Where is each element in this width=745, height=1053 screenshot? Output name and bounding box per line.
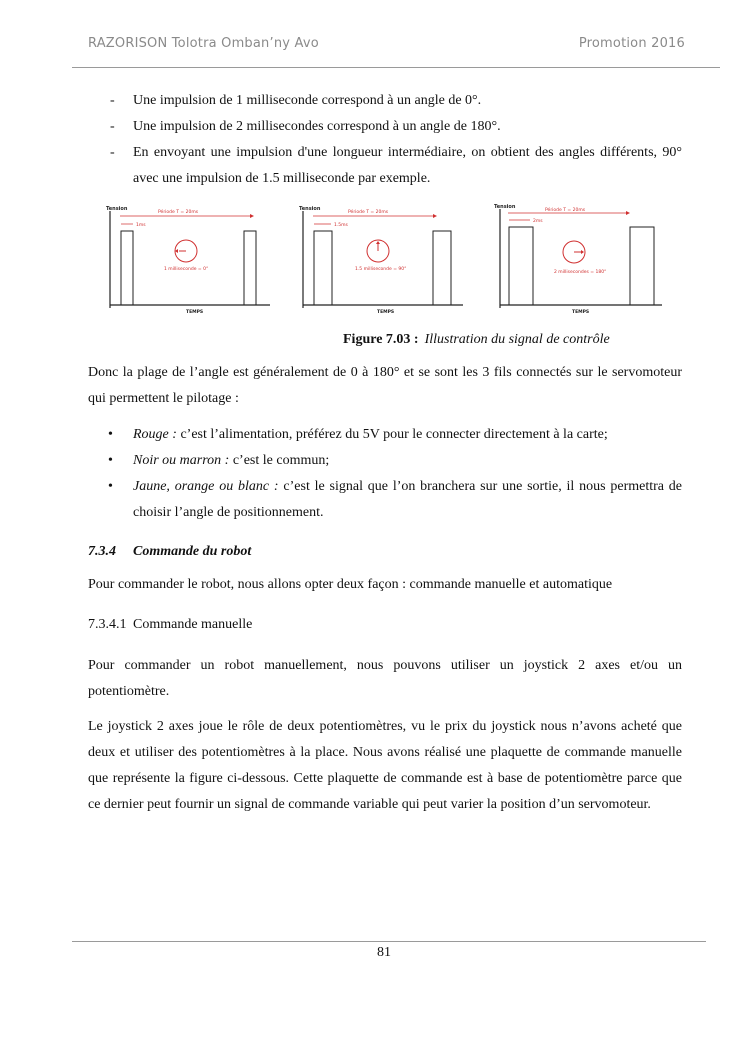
tension-label: Tension (299, 206, 321, 212)
wire-list (88, 422, 682, 526)
paragraph-joystick (88, 714, 682, 818)
pulse-2 (630, 227, 654, 305)
period-arrowhead (250, 214, 254, 218)
header-rule (72, 67, 720, 68)
wire-description: c’est le signal que l’on branchera sur une sortie, il nous permettra de choisir l’angle de positionnement. (133, 479, 683, 520)
pulse-1 (509, 227, 533, 305)
list-marker: - (110, 145, 115, 160)
list-item (88, 114, 682, 140)
paragraph-manual-command (88, 653, 682, 705)
figure-caption-text: Illustration du signal de contrôle (424, 332, 610, 347)
figure-caption-label: Figure 7.03 : (343, 332, 419, 347)
pulse-2 (433, 231, 451, 305)
bullet-marker: • (108, 427, 113, 442)
angle-label: 1 milliseconde = 0° (164, 267, 209, 272)
list-marker: - (110, 119, 115, 134)
list-item-text: Une impulsion de 1 milliseconde correspond à un angle de 0°. (133, 93, 482, 108)
list-item (88, 422, 682, 448)
list-item (88, 88, 682, 114)
period-label: Période T = 20ms (158, 210, 199, 215)
wire-name: Rouge : (133, 427, 177, 442)
header-author: RAZORISON Tolotra Omban’ny Avo (88, 36, 319, 51)
subsection-heading (88, 612, 252, 638)
tension-label: Tension (106, 206, 128, 212)
pulse-label: 2ms (533, 219, 543, 224)
page-number: 81 (377, 945, 391, 960)
period-arrowhead (433, 214, 437, 218)
list-item (88, 140, 682, 192)
footer-rule (72, 941, 706, 942)
time-label: TEMPS (186, 310, 204, 315)
subsection-number: 7.3.4.1 (88, 617, 127, 632)
tension-label: Tension (494, 204, 516, 210)
list-item-text: Une impulsion de 2 millisecondes correspond à un angle de 180°. (133, 119, 501, 134)
angle-arrowhead (581, 250, 584, 254)
list-item (88, 448, 682, 474)
pulse-label: 1.5ms (334, 223, 348, 228)
period-label: Période T = 20ms (348, 210, 389, 215)
signal-diagram-2ms (490, 203, 665, 315)
time-label: TEMPS (572, 310, 590, 315)
list-item (88, 474, 682, 526)
signal-figures (100, 203, 680, 315)
time-label: TEMPS (377, 310, 395, 315)
page-header (88, 36, 685, 51)
paragraph-text: Pour commander un robot manuellement, nous pouvons utiliser un joystick 2 axes et/ou un potentiomètre. (88, 658, 682, 699)
angle-arrowhead (376, 241, 380, 244)
pulse-label: 1ms (136, 223, 146, 228)
bullet-marker: • (108, 479, 113, 494)
angle-label: 2 millisecondes = 180° (554, 270, 607, 275)
list-marker: - (110, 93, 115, 108)
paragraph-angle-range (88, 360, 682, 412)
header-promotion: Promotion 2016 (578, 36, 685, 51)
section-heading (88, 539, 251, 565)
angle-label: 1.5 milliseconde = 90° (355, 267, 407, 272)
wire-description: c’est le commun; (229, 453, 330, 468)
signal-diagram-1ms (100, 203, 275, 315)
pulse-2 (244, 231, 256, 305)
section-number: 7.3.4 (88, 544, 116, 559)
figure-caption (343, 327, 610, 353)
paragraph-text: Donc la plage de l’angle est généralement de 0 à 180° et se sont les 3 fils connectés sur le servomoteur qui permettent le pilotage : (88, 365, 682, 406)
list-item-text: En envoyant une impulsion d'une longueur intermédiaire, on obtient des angles différents, 90° avec une impulsion de 1.5 milliseconde par exemple. (133, 145, 682, 186)
period-label: Période T = 20ms (545, 208, 586, 213)
wire-name: Noir ou marron : (133, 453, 230, 468)
wire-description: c’est l’alimentation, préférez du 5V pour le connecter directement à la carte; (176, 427, 608, 442)
pulse-1 (121, 231, 133, 305)
section-title-text: Commande du robot (133, 544, 252, 559)
period-arrowhead (626, 211, 630, 215)
signal-diagram-1-5ms (293, 203, 468, 315)
paragraph-text: Le joystick 2 axes joue le rôle de deux potentiomètres, vu le prix du joystick nous n’avons acheté que deux et utiliser des potentiomètres à la place. Nous avons réalisé une plaquette de commande manuelle que représente la figure ci-dessous. Cette plaquette de commande est à base de potentiomètre parce que ce dernier peut fournir un signal de commande variable qui peut varier la position d’un servomoteur. (88, 719, 682, 812)
pulse-1 (314, 231, 332, 305)
paragraph-command-modes (88, 572, 682, 598)
bullet-marker: • (108, 453, 113, 468)
wire-name: Jaune, orange ou blanc : (133, 479, 279, 494)
subsection-title-text: Commande manuelle (133, 617, 253, 632)
paragraph-text: Pour commander le robot, nous allons opter deux façon : commande manuelle et automatique (88, 577, 613, 592)
intro-list (88, 88, 682, 192)
